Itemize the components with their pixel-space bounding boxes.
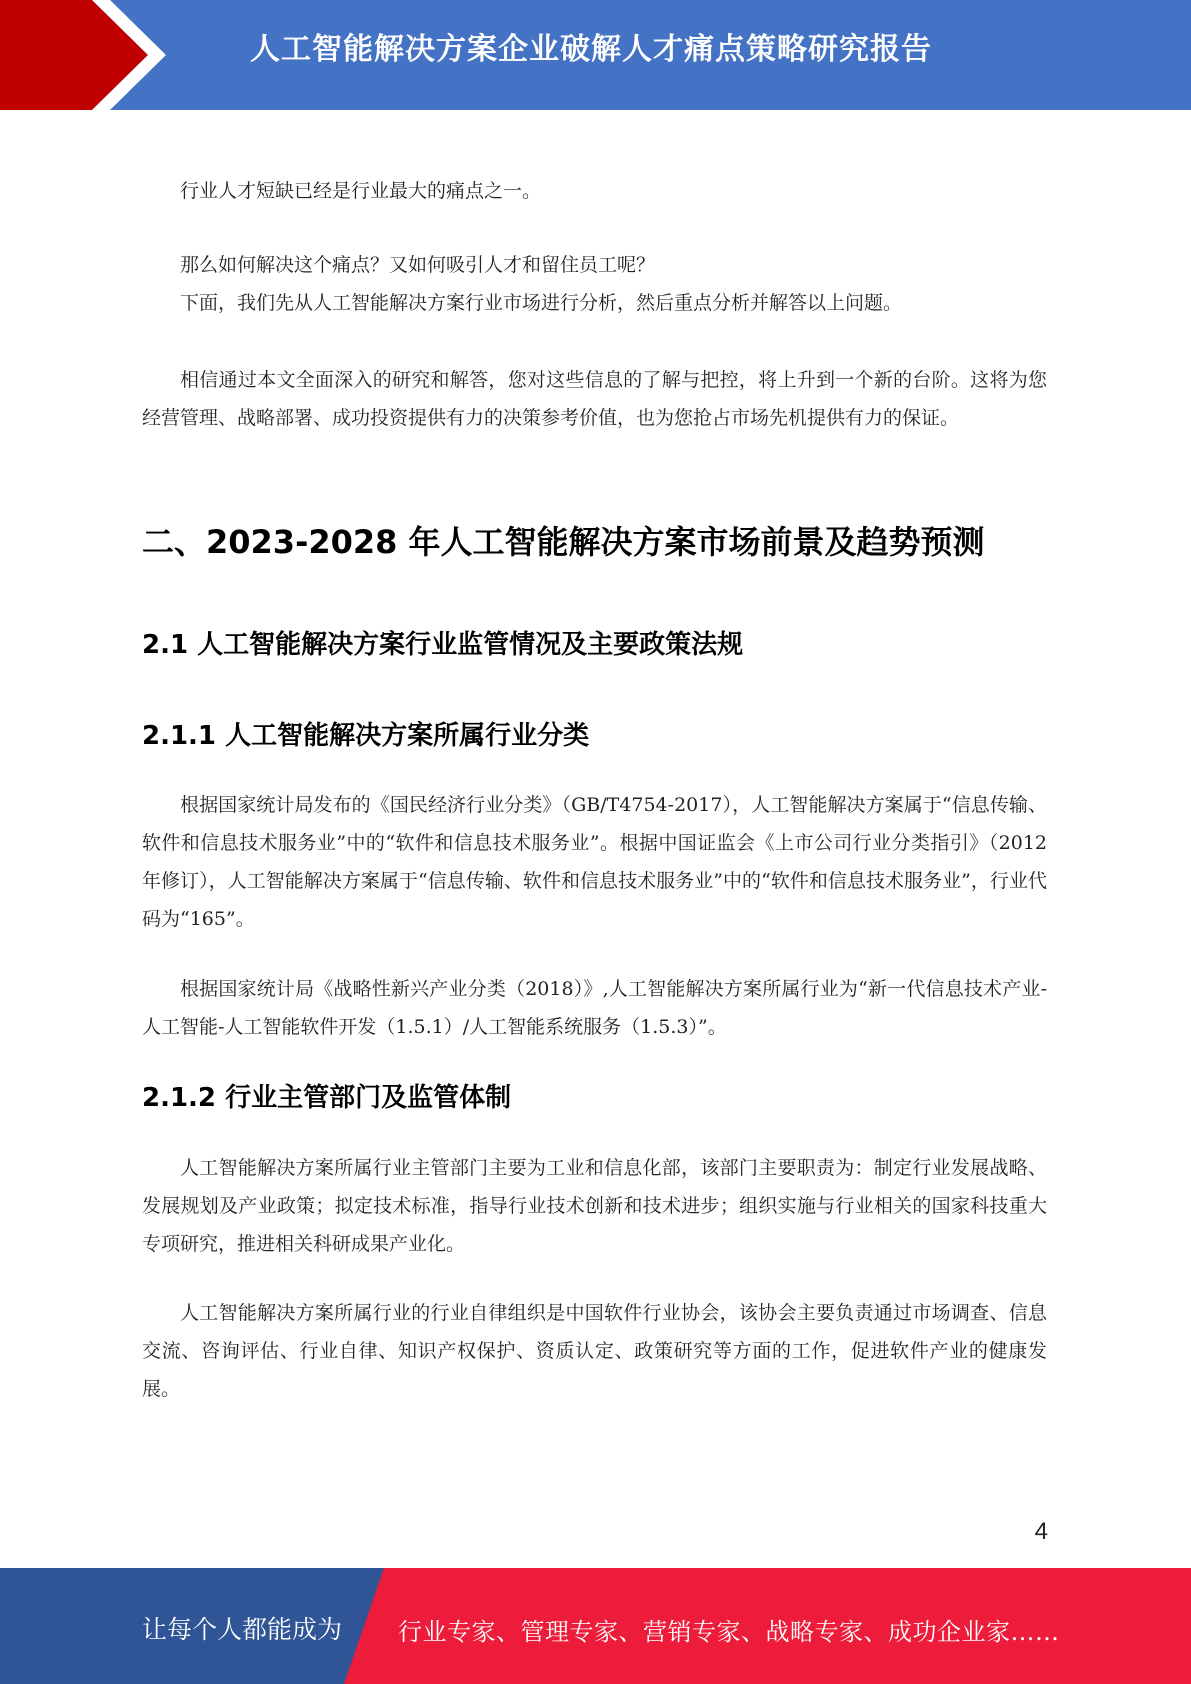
text-2-1-1-a: 根据国家统计局发布的《国民经济行业分类》（GB/T4754-2017），人工智能解决方案属于“信息传输、软件和信息技术服务业”中的“软件和信息技术服务业”。根据中国证监会《上市公司行业分类指引》（2012 年修订），人工智能解决方案属于“信息传输、软件和信息技术服务业”中的“软件和信息技术服务业”，行业代码为“165”。 [142, 794, 1047, 930]
text-2-1-2-b: 人工智能解决方案所属行业的行业自律组织是中国软件行业协会，该协会主要负责通过市场调查、信息交流、咨询评估、行业自律、知识产权保护、资质认定、政策研究等方面的工作，促进软件产业的健康发展。 [142, 1302, 1047, 1400]
paragraph-2-1-2-a [142, 1149, 1047, 1263]
paragraph-2-1-1-a [142, 786, 1047, 938]
footer-slogan-left: 让每个人都能成为 [142, 1615, 343, 1644]
header-arrow-icon [0, 0, 260, 110]
section-heading: 二、2023-2028 年人工智能解决方案市场前景及趋势预测 [142, 523, 985, 561]
header-banner [0, 0, 1191, 110]
paragraph-2-1-2-b [142, 1294, 1047, 1408]
intro-paragraph-3 [142, 361, 1047, 437]
subsection-heading-2-1-2: 2.1.2 行业主管部门及监管体制 [142, 1083, 512, 1113]
intro-text-2a: 那么如何解决这个痛点？又如何吸引人才和留住员工呢？ [180, 254, 656, 276]
intro-text-2b: 下面，我们先从人工智能解决方案行业市场进行分析，然后重点分析并解答以上问题。 [180, 292, 903, 314]
page-number: 4 [1034, 1518, 1048, 1545]
text-2-1-2-a: 人工智能解决方案所属行业主管部门主要为工业和信息化部，该部门主要职责为：制定行业发展战略、发展规划及产业政策；拟定技术标准，指导行业技术创新和技术进步；组织实施与行业相关的国家科技重大专项研究，推进相关科研成果产业化。 [142, 1157, 1047, 1255]
footer-banner [0, 1568, 1191, 1684]
footer-slogan-right: 行业专家、管理专家、营销专家、战略专家、成功企业家…… [398, 1618, 1060, 1646]
text-2-1-1-b: 根据国家统计局《战略性新兴产业分类（2018）》,人工智能解决方案所属行业为“新一代信息技术产业-人工智能-人工智能软件开发（1.5.1）/人工智能系统服务（1.5.3）”。 [142, 978, 1047, 1038]
subsection-heading-2-1-1: 2.1.1 人工智能解决方案所属行业分类 [142, 721, 590, 751]
intro-paragraph-1 [142, 172, 1047, 210]
intro-paragraph-2 [142, 246, 1047, 322]
paragraph-2-1-1-b [142, 970, 1047, 1046]
subsection-heading-2-1: 2.1 人工智能解决方案行业监管情况及主要政策法规 [142, 630, 744, 660]
intro-text-1: 行业人才短缺已经是行业最大的痛点之一。 [180, 180, 542, 202]
header-title: 人工智能解决方案企业破解人才痛点策略研究报告 [250, 32, 932, 67]
intro-text-3: 相信通过本文全面深入的研究和解答，您对这些信息的了解与把控，将上升到一个新的台阶。这将为您经营管理、战略部署、成功投资提供有力的决策参考价值，也为您抢占市场先机提供有力的保证。 [142, 369, 1047, 429]
